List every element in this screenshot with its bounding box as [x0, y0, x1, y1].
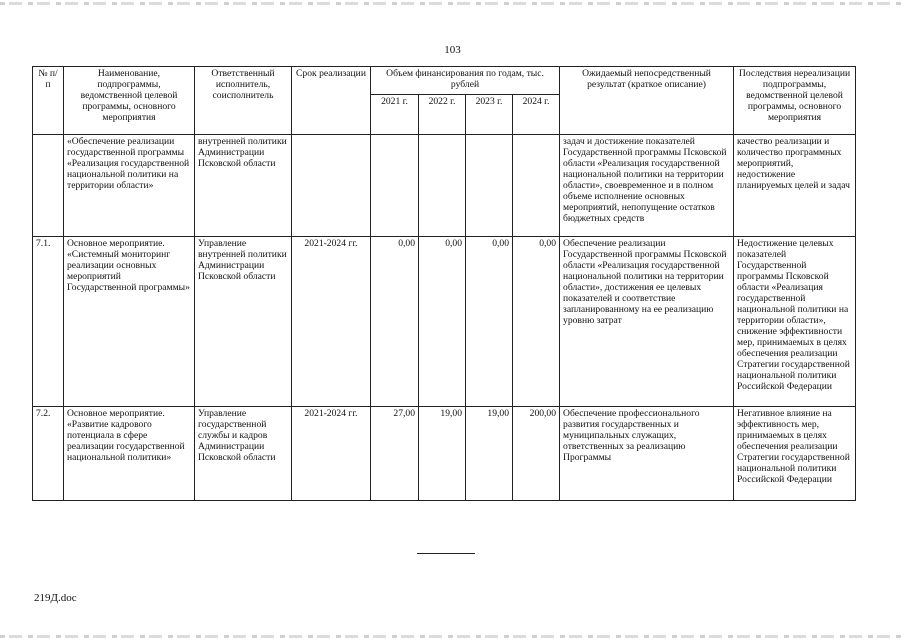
- row-value-2023: 19,00: [466, 407, 513, 501]
- table-row: [33, 135, 856, 237]
- row-value-2021: [371, 135, 419, 237]
- header-funding: Объем финансирования по годам, тыс. рублей: [371, 67, 560, 95]
- row-term: 2021-2024 гг.: [292, 407, 371, 501]
- row-term: [292, 135, 371, 237]
- row-value-2024: 0,00: [513, 237, 560, 407]
- row-name: Основное мероприятие. «Системный мониторинг реализации основных мероприятий Государственной программы»: [64, 237, 195, 407]
- row-name: Основное мероприятие. «Развитие кадрового потенциала в сфере реализации государственной национальной политики»: [64, 407, 195, 501]
- row-executor: внутренней политики Администрации Псковской области: [195, 135, 292, 237]
- row-result: Обеспечение профессионального развития государственных и муниципальных служащих, ответственных за реализацию Программы: [560, 407, 734, 501]
- header-year-2022: 2022 г.: [419, 95, 466, 135]
- row-result: Обеспечение реализации Государственной программы Псковской области «Реализация государственной национальной политики на территории области», достижения ее целевых показателей и соответствие запланированному на ее реализацию уровню затрат: [560, 237, 734, 407]
- row-value-2024: [513, 135, 560, 237]
- row-consequences: Негативное влияние на эффективность мер, принимаемых в целях обеспечения реализации Стратегии государственной национальной политики Российской Федерации: [734, 407, 856, 501]
- end-divider: [417, 553, 475, 554]
- row-executor: Управление государственной службы и кадров Администрации Псковской области: [195, 407, 292, 501]
- header-year-2021: 2021 г.: [371, 95, 419, 135]
- row-value-2022: 19,00: [419, 407, 466, 501]
- row-name: «Обеспечение реализации государственной программы «Реализация государственной национальной политики на территории области»: [64, 135, 195, 237]
- header-result: Ожидаемый непосредственный результат (краткое описание): [560, 67, 734, 135]
- row-value-2023: 0,00: [466, 237, 513, 407]
- scan-edge-top: [0, 2, 905, 5]
- row-num: 7.1.: [33, 237, 64, 407]
- row-consequences: Недостижение целевых показателей Государственной программы Псковской области «Реализация государственной национальной политики на территории области», снижение эффективности мер, принимаемых в целях обеспечения реализации Стратегии государственной национальной политики Российской Федерации: [734, 237, 856, 407]
- header-consequences: Последствия нереализации подпрограммы, ведомственной целевой программы, основного мероприятия: [734, 67, 856, 135]
- table-row: [33, 237, 856, 407]
- row-value-2021: 27,00: [371, 407, 419, 501]
- header-name: Наименование, подпрограммы, ведомственной целевой программы, основного мероприятия: [64, 67, 195, 135]
- header-year-2023: 2023 г.: [466, 95, 513, 135]
- row-num: 7.2.: [33, 407, 64, 501]
- file-name: 219Д.doc: [34, 592, 77, 604]
- row-value-2022: [419, 135, 466, 237]
- header-num: № п/п: [33, 67, 64, 135]
- row-num: [33, 135, 64, 237]
- scan-edge-bottom: [0, 635, 905, 638]
- program-table: [32, 66, 856, 501]
- header-term: Срок реализации: [292, 67, 371, 135]
- row-value-2024: 200,00: [513, 407, 560, 501]
- row-consequences: качество реализации и количество программных мероприятий, недостижение планируемых целей и задач: [734, 135, 856, 237]
- row-value-2022: 0,00: [419, 237, 466, 407]
- row-value-2023: [466, 135, 513, 237]
- row-result: задач и достижение показателей Государственной программы Псковской области «Реализация государственной национальной политики на территории области», своевременное и в полном объеме исполнение основных мероприятий, непопущение остатков бюджетных средств: [560, 135, 734, 237]
- row-executor: Управление внутренней политики Администрации Псковской области: [195, 237, 292, 407]
- row-term: 2021-2024 гг.: [292, 237, 371, 407]
- table-row: [33, 407, 856, 501]
- header-executor: Ответственный исполнитель, соисполнитель: [195, 67, 292, 135]
- page-number: 103: [444, 44, 461, 56]
- row-value-2021: 0,00: [371, 237, 419, 407]
- header-year-2024: 2024 г.: [513, 95, 560, 135]
